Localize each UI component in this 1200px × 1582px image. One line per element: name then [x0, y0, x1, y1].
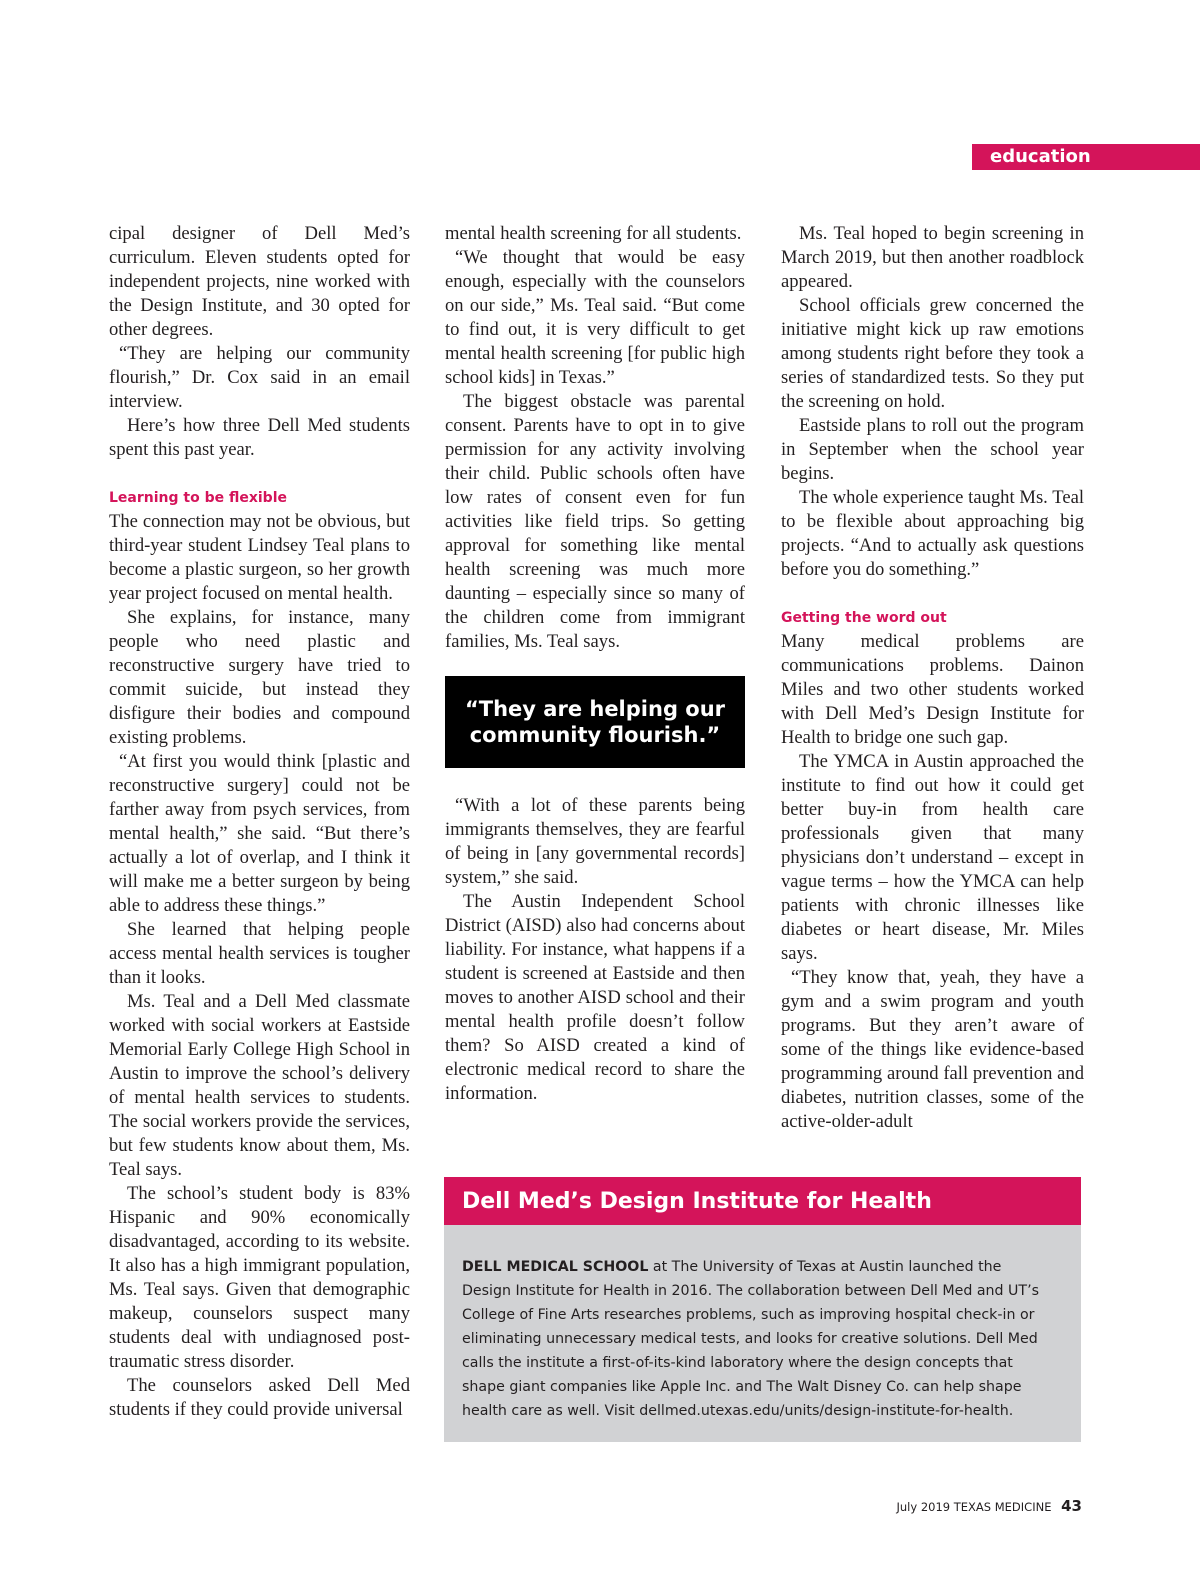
paragraph: The whole experience taught Ms. Teal to be flexible about approaching big projects. “And to actually ask questions before you do something.”: [781, 487, 1084, 580]
article-column-1: [109, 222, 410, 1422]
pull-quote: “They are helping our community flourish.”: [445, 676, 745, 768]
page-footer: [896, 1497, 1082, 1515]
sidebar-body: [444, 1225, 1081, 1423]
paragraph: Here’s how three Dell Med students spent this past year.: [109, 415, 410, 460]
sidebar-box: [444, 1177, 1081, 1442]
sidebar-title: Dell Med’s Design Institute for Health: [444, 1177, 1081, 1225]
paragraph: The connection may not be obvious, but third-year student Lindsey Teal plans to become a plastic surgeon, so her growth year project focused on mental health.: [109, 511, 410, 604]
page-number: 43: [1061, 1497, 1082, 1515]
paragraph: The biggest obstacle was parental consent. Parents have to opt in to give permission for any activity involving their child. Public schools often have low rates of consent even for fun activities like field trips. So getting approval for something like mental health screening was much more daunting – especially since so many of the children come from immigrant families, Ms. Teal says.: [445, 391, 745, 652]
subheading-learning-to-be-flexible: Learning to be flexible: [109, 490, 287, 506]
article-column-3: [781, 222, 1084, 1134]
sidebar-lead: DELL MEDICAL SCHOOL: [462, 1259, 649, 1275]
article-column-2: [445, 222, 745, 1106]
subheading-getting-the-word-out: Getting the word out: [781, 610, 947, 626]
paragraph: “At first you would think [plastic and reconstructive surgery] could not be farther away from psych services, from mental health,” she said. “But there’s actually a lot of overlap, and I think it will make me a better surgeon by being able to address these things.”: [109, 751, 410, 916]
paragraph: The counselors asked Dell Med students if they could provide universal: [109, 1375, 410, 1420]
paragraph: She explains, for instance, many people who need plastic and reconstructive surgery have tried to commit suicide, but instead they disfigure their bodies and compound existing problems.: [109, 607, 410, 748]
paragraph: School officials grew concerned the initiative might kick up raw emotions among students right before they took a series of standardized tests. So they put the screening on hold.: [781, 295, 1084, 412]
footer-magazine: TEXAS MEDICINE: [953, 1500, 1052, 1514]
paragraph: “With a lot of these parents being immigrants themselves, they are fearful of being in [any governmental records] system,” she said.: [445, 795, 745, 888]
paragraph: The YMCA in Austin approached the institute to find out how it could get better buy-in from health care professionals given that many physicians don’t understand – except in vague terms – how the YMCA can help patients with chronic illnesses like diabetes or heart disease, Mr. Miles says.: [781, 751, 1084, 964]
paragraph: The Austin Independent School District (AISD) also had concerns about liability. For instance, what happens if a student is screened at Eastside and then moves to another AISD school and their mental health profile doesn’t follow them? So AISD created a kind of electronic medical record to share the information.: [445, 891, 745, 1104]
paragraph: mental health screening for all students.: [445, 223, 742, 244]
paragraph: Many medical problems are communications problems. Dainon Miles and two other students worked with Dell Med’s Design Institute for Health to bridge one such gap.: [781, 631, 1084, 748]
section-tag: education: [972, 144, 1200, 170]
paragraph: Ms. Teal and a Dell Med classmate worked with social workers at Eastside Memorial Early College High School in Austin to improve the school’s delivery of mental health services to students. The social workers provide the services, but few students know about them, Ms. Teal says.: [109, 991, 410, 1180]
paragraph: Ms. Teal hoped to begin screening in March 2019, but then another roadblock appeared.: [781, 223, 1084, 292]
paragraph: The school’s student body is 83% Hispanic and 90% economically disadvantaged, according to its website. It also has a high immigrant population, Ms. Teal says. Given that demographic makeup, counselors suspect many students deal with undiagnosed post-traumatic stress disorder.: [109, 1183, 410, 1372]
paragraph: “We thought that would be easy enough, especially with the counselors on our side,” Ms. Teal said. “But come to find out, it is very difficult to get mental health screening [for public high school kids] in Texas.”: [445, 247, 745, 388]
footer-issue: July 2019: [896, 1500, 951, 1514]
paragraph: cipal designer of Dell Med’s curriculum. Eleven students opted for independent projects, nine worked with the Design Institute, and 30 opted for other degrees.: [109, 223, 410, 340]
paragraph: “They are helping our community flourish,” Dr. Cox said in an email interview.: [109, 343, 410, 412]
sidebar-text: at The University of Texas at Austin launched the Design Institute for Health in 2016. The collaboration between Dell Med and UT’s College of Fine Arts researches problems, such as improving hospital check-in or eliminating unnecessary medical tests, and looks for creative solutions. Dell Med calls the institute a first-of-its-kind laboratory where the design concepts that shape giant companies like Apple Inc. and The Walt Disney Co. can help shape health care as well. Visit dellmed.utexas.edu/units/design-institute-for-health.: [462, 1259, 1040, 1419]
paragraph: Eastside plans to roll out the program in September when the school year begins.: [781, 415, 1084, 484]
paragraph: “They know that, yeah, they have a gym and a swim program and youth programs. But they aren’t aware of some of the things like evidence-based programming around fall prevention and diabetes, nutrition classes, some of the active-older-adult: [781, 967, 1084, 1132]
paragraph: She learned that helping people access mental health services is tougher than it looks.: [109, 919, 410, 988]
